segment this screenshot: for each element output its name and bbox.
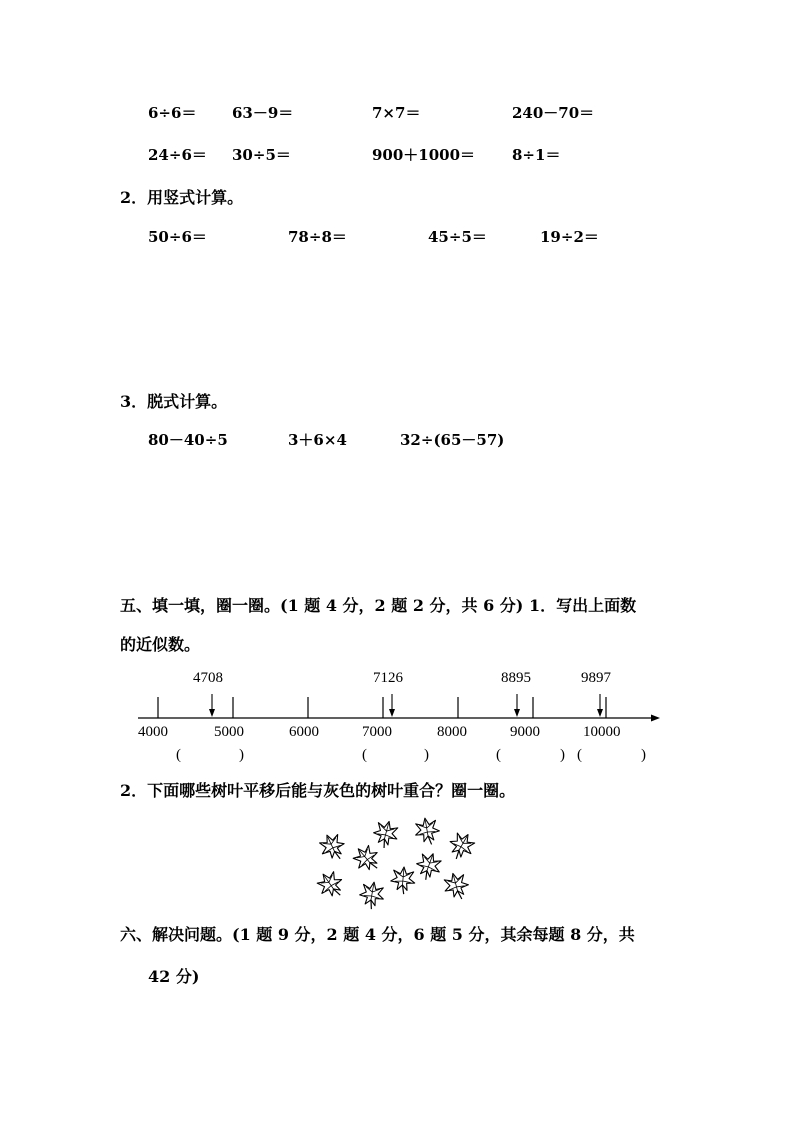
marker-label-4708: 4708 — [193, 670, 223, 686]
step-calc-item: 80－40÷5 — [148, 431, 228, 449]
section-5-q2: 2．下面哪些树叶平移后能与灰色的树叶重合？圈一圈。 — [120, 781, 516, 800]
section-6-heading: 六、解决问题。(1 题 9 分，2 题 4 分，6 题 5 分，其余每题 8 分，共 — [120, 925, 635, 944]
tick-label-9000: 9000 — [510, 724, 540, 740]
leaf-6 — [413, 850, 445, 884]
section-5-heading-cont: 的近似数。 — [120, 635, 201, 654]
marker-arrow-4708 — [209, 694, 215, 717]
answer-bracket-open: ( — [362, 747, 367, 763]
tick-label-10000: 10000 — [583, 724, 621, 740]
tick-label-5000: 5000 — [214, 724, 244, 740]
marker-arrow-9897 — [597, 694, 603, 717]
tick-label-4000: 4000 — [138, 724, 168, 740]
marker-label-8895: 8895 — [501, 670, 531, 686]
leaf-2 — [371, 818, 401, 850]
q2-title: 2．用竖式计算。 — [120, 188, 244, 207]
oral-item: 240－70＝ — [512, 104, 595, 122]
leaf-9 — [441, 870, 471, 902]
leaf-gray — [390, 866, 416, 895]
leaves-illustration — [305, 812, 485, 912]
marker-arrow-8895 — [514, 694, 520, 717]
oral-item: 30÷5＝ — [232, 146, 291, 164]
marker-label-9897: 9897 — [581, 670, 611, 686]
answer-bracket-open: ( — [496, 747, 501, 763]
answer-bracket-close: ) — [424, 747, 429, 763]
answer-bracket-open: ( — [176, 747, 181, 763]
oral-item: 24÷6＝ — [148, 146, 207, 164]
leaf-3 — [413, 816, 441, 847]
oral-item: 8÷1＝ — [512, 146, 561, 164]
leaf-4 — [444, 829, 478, 864]
answer-bracket-close: ) — [641, 747, 646, 763]
answer-bracket-close: ) — [239, 747, 244, 763]
answer-bracket-close: ) — [560, 747, 565, 763]
number-line-arrowhead — [651, 715, 660, 722]
step-calc-item: 32÷(65－57) — [400, 431, 505, 449]
vertical-calc-item: 19÷2＝ — [540, 228, 599, 246]
oral-item: 63－9＝ — [232, 104, 294, 122]
q3-title: 3．脱式计算。 — [120, 392, 228, 411]
step-calc-item: 3＋6×4 — [288, 431, 347, 449]
tick-label-6000: 6000 — [289, 724, 319, 740]
oral-item: 900＋1000＝ — [372, 146, 476, 164]
leaf-8 — [358, 880, 386, 911]
tick-label-8000: 8000 — [437, 724, 467, 740]
vertical-calc-item: 45÷5＝ — [428, 228, 487, 246]
answer-bracket-open: ( — [577, 747, 582, 763]
tick-label-7000: 7000 — [362, 724, 392, 740]
leaf-1 — [316, 830, 349, 865]
leaf-5 — [349, 841, 385, 877]
oral-item: 6÷6＝ — [148, 104, 197, 122]
marker-label-7126: 7126 — [373, 670, 403, 686]
leaf-7 — [313, 867, 348, 903]
vertical-calc-item: 50÷6＝ — [148, 228, 207, 246]
section-5-heading: 五、填一填，圈一圈。(1 题 4 分，2 题 2 分，共 6 分) 1．写出上面数 — [120, 596, 637, 615]
section-6-heading-cont: 42 分) — [148, 967, 200, 986]
marker-arrow-7126 — [389, 694, 395, 717]
vertical-calc-item: 78÷8＝ — [288, 228, 347, 246]
oral-item: 7×7＝ — [372, 104, 421, 122]
